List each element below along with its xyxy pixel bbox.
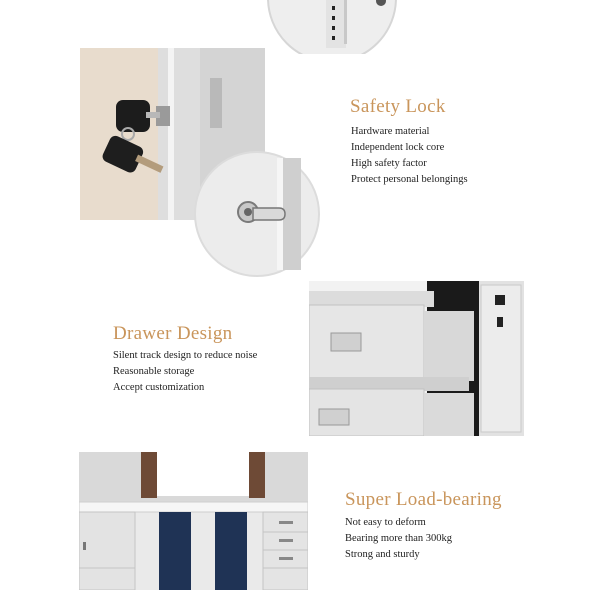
feature-item: Hardware material — [351, 126, 430, 137]
feature-item: Protect personal belongings — [351, 174, 468, 185]
section-title-drawer-design: Drawer Design — [113, 323, 233, 344]
cam-lock-closeup-photo — [193, 150, 321, 278]
section-title-safety-lock: Safety Lock — [350, 96, 446, 117]
feature-item: Not easy to deform — [345, 517, 426, 528]
top-circle-photo — [266, 0, 398, 54]
feature-item: High safety factor — [351, 158, 427, 169]
section-title-super-load-bearing: Super Load-bearing — [345, 489, 502, 510]
feature-list-super-load-bearing — [345, 515, 452, 563]
feature-item: Independent lock core — [351, 142, 445, 153]
feature-item: Accept customization — [113, 382, 205, 393]
feature-list-drawer-design — [113, 348, 257, 396]
person-standing-on-desk-photo — [79, 452, 308, 590]
open-drawers-photo — [309, 281, 524, 436]
feature-item: Strong and sturdy — [345, 549, 420, 560]
feature-item: Silent track design to reduce noise — [113, 350, 258, 361]
feature-list-safety-lock — [351, 124, 468, 188]
feature-item: Reasonable storage — [113, 366, 195, 377]
feature-item: Bearing more than 300kg — [345, 533, 453, 544]
